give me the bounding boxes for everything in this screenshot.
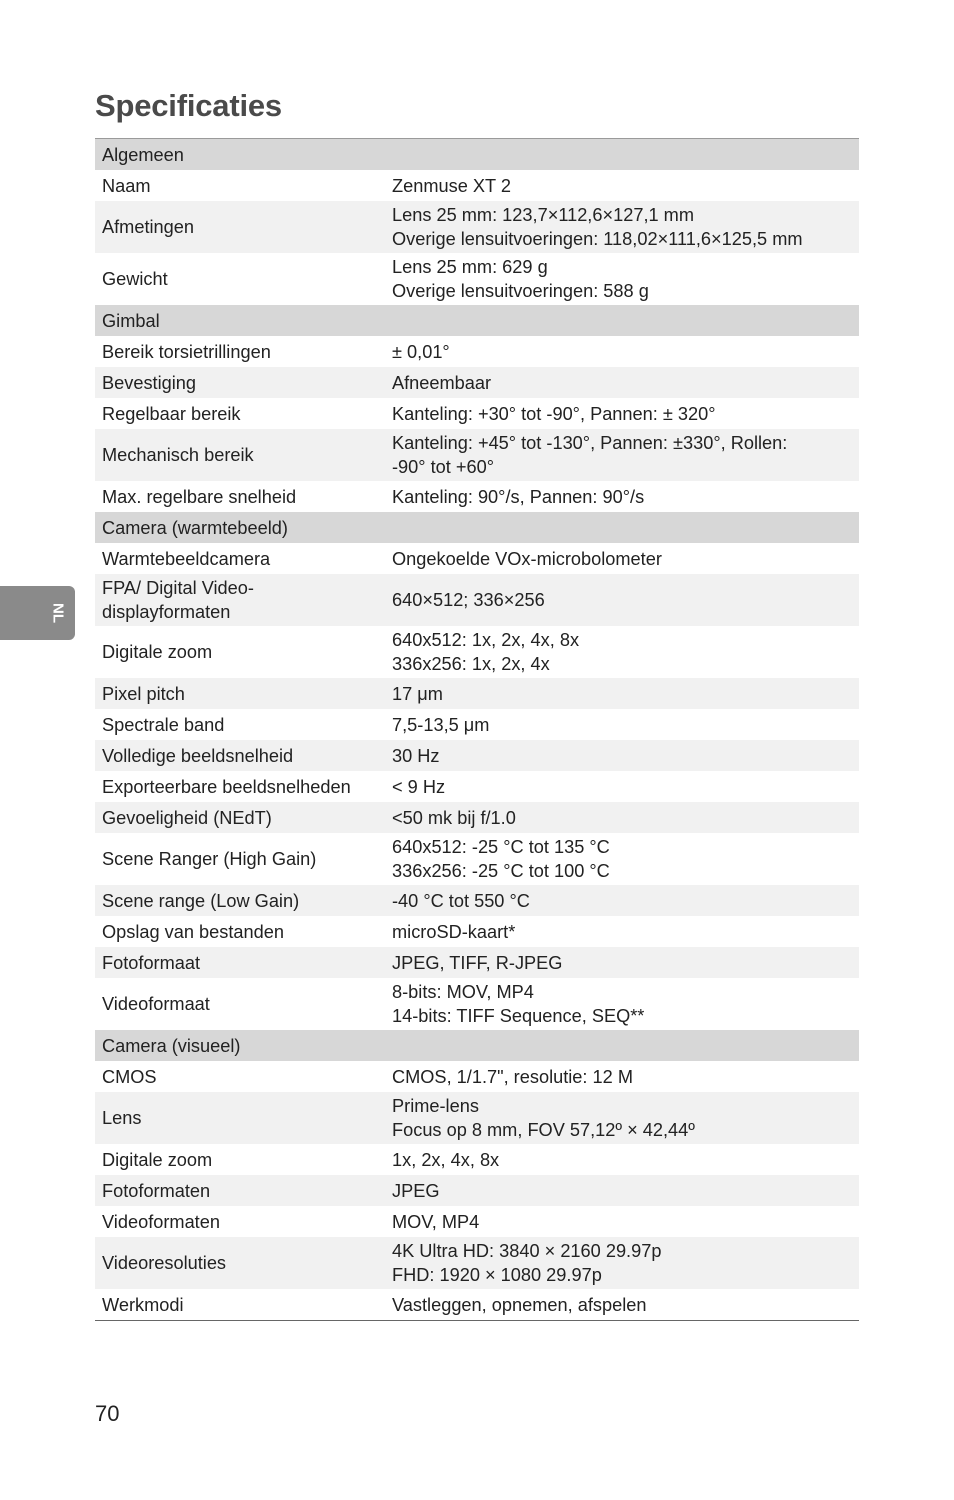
spec-value-line: <50 mk bij f/1.0 — [392, 807, 516, 828]
spec-label-line: Scene range (Low Gain) — [102, 890, 300, 911]
section-header: Gimbal — [102, 310, 160, 331]
spec-row — [95, 885, 859, 916]
spec-label — [95, 951, 392, 975]
spec-label — [95, 174, 392, 198]
spec-value — [392, 1094, 859, 1142]
spec-label — [95, 847, 392, 871]
spec-value — [392, 431, 859, 479]
spec-row — [95, 1144, 859, 1175]
spec-label-line: Spectrale band — [102, 714, 225, 735]
spec-row — [95, 336, 859, 367]
spec-value — [392, 402, 859, 426]
spec-label-line: Naam — [102, 175, 151, 196]
section-header-row — [95, 139, 859, 170]
spec-label — [95, 371, 392, 395]
spec-row — [95, 1175, 859, 1206]
section-header-row — [95, 512, 859, 543]
spec-value-line: Kanteling: +45° tot -130°, Pannen: ±330°, Rollen: — [392, 433, 788, 453]
spec-value — [392, 1179, 859, 1203]
spec-label — [95, 1106, 392, 1130]
spec-row — [95, 1237, 859, 1289]
spec-value-line: Overige lensuitvoeringen: 588 g — [392, 281, 649, 301]
spec-label-line: Gevoeligheid (NEdT) — [102, 807, 272, 828]
section-header-row — [95, 305, 859, 336]
spec-value-line: Ongekoelde VOx-microbolometer — [392, 548, 662, 569]
spec-label-line: Fotoformaten — [102, 1180, 211, 1201]
spec-value-line: 30 Hz — [392, 745, 440, 766]
spec-label — [95, 889, 392, 913]
spec-row — [95, 978, 859, 1030]
spec-row — [95, 916, 859, 947]
spec-value — [392, 1065, 859, 1089]
spec-label-line: Digitale zoom — [102, 642, 213, 662]
spec-value-line: ± 0,01° — [392, 341, 450, 362]
spec-value-line: 640x512: -25 °C tot 135 °C — [392, 837, 610, 857]
page-number: 70 — [95, 1401, 120, 1426]
spec-label-line: Afmetingen — [102, 217, 195, 237]
spec-label — [95, 640, 392, 664]
spec-value — [392, 713, 859, 737]
spec-label-line: Lens — [102, 1108, 142, 1128]
spec-value — [392, 980, 859, 1028]
page-title: Specificaties — [95, 88, 282, 123]
spec-label — [95, 1179, 392, 1203]
spec-value-line: 640×512; 336×256 — [392, 590, 545, 610]
spec-value-line: 336x256: -25 °C tot 100 °C — [392, 861, 610, 881]
spec-value — [392, 371, 859, 395]
spec-value-line: Overige lensuitvoeringen: 118,02×111,6×125,5 mm — [392, 229, 803, 249]
spec-value — [392, 682, 859, 706]
spec-row — [95, 253, 859, 305]
spec-row — [95, 543, 859, 574]
spec-value-line: 1x, 2x, 4x, 8x — [392, 1149, 500, 1170]
spec-label-line: Digitale zoom — [102, 1149, 213, 1170]
spec-value-line: Lens 25 mm: 629 g — [392, 257, 548, 277]
spec-value — [392, 889, 859, 913]
spec-label — [95, 267, 392, 291]
spec-label-line: FPA/ Digital Video- — [102, 578, 254, 598]
spec-row — [95, 398, 859, 429]
spec-label-line: Volledige beeldsnelheid — [102, 745, 294, 766]
spec-value-line: JPEG, TIFF, R-JPEG — [392, 952, 563, 973]
spec-label — [95, 1148, 392, 1172]
spec-label-line: Werkmodi — [102, 1294, 184, 1315]
spec-value-line: 4K Ultra HD: 3840 × 2160 29.97p — [392, 1241, 662, 1261]
spec-value — [392, 835, 859, 883]
spec-value — [392, 628, 859, 676]
spec-row — [95, 1092, 859, 1144]
section-header: Camera (visueel) — [102, 1035, 241, 1056]
spec-label — [95, 775, 392, 799]
spec-value-line: microSD-kaart* — [392, 921, 516, 942]
spec-label-line: Bereik torsietrillingen — [102, 341, 271, 362]
spec-label-line: Videoresoluties — [102, 1253, 227, 1273]
spec-value-line: 8-bits: MOV, MP4 — [392, 982, 534, 1002]
spec-row — [95, 740, 859, 771]
spec-label — [95, 713, 392, 737]
spec-value-line: Focus op 8 mm, FOV 57,12º × 42,44º — [392, 1120, 695, 1140]
spec-label-line: Mechanisch bereik — [102, 445, 254, 465]
spec-value-line: 7,5-13,5 μm — [392, 714, 490, 735]
spec-label — [95, 547, 392, 571]
spec-label — [95, 1293, 392, 1317]
spec-label-line: Videoformaten — [102, 1211, 220, 1232]
spec-value-line: 640x512: 1x, 2x, 4x, 8x — [392, 630, 580, 650]
spec-value-line: Zenmuse XT 2 — [392, 175, 511, 196]
spec-row — [95, 771, 859, 802]
spec-value — [392, 1239, 859, 1287]
spec-row — [95, 574, 859, 626]
spec-label — [95, 485, 392, 509]
spec-label-line: Bevestiging — [102, 372, 197, 393]
spec-label-line: CMOS — [102, 1066, 157, 1087]
spec-value — [392, 1293, 859, 1317]
spec-label-line: Exporteerbare beeldsnelheden — [102, 776, 351, 797]
spec-value — [392, 485, 859, 509]
spec-row — [95, 1206, 859, 1237]
spec-value-line: Lens 25 mm: 123,7×112,6×127,1 mm — [392, 205, 694, 225]
spec-value-line: 14-bits: TIFF Sequence, SEQ** — [392, 1006, 645, 1026]
spec-row — [95, 367, 859, 398]
spec-value-line: FHD: 1920 × 1080 29.97p — [392, 1265, 602, 1285]
spec-label-line: Warmtebeeldcamera — [102, 548, 271, 569]
spec-row — [95, 201, 859, 253]
spec-row — [95, 947, 859, 978]
spec-label-line: Pixel pitch — [102, 683, 185, 704]
spec-value-line: -90° tot +60° — [392, 457, 495, 477]
spec-label-line: Gewicht — [102, 269, 168, 289]
spec-label — [95, 744, 392, 768]
spec-value-line: Kanteling: +30° tot -90°, Pannen: ± 320° — [392, 403, 716, 424]
spec-row — [95, 626, 859, 678]
spec-label — [95, 992, 392, 1016]
spec-label — [95, 443, 392, 467]
spec-row — [95, 833, 859, 885]
spec-row — [95, 678, 859, 709]
spec-value — [392, 775, 859, 799]
spec-label — [95, 215, 392, 239]
spec-value — [392, 1148, 859, 1172]
spec-label — [95, 682, 392, 706]
spec-label — [95, 1210, 392, 1234]
spec-value-line: Afneembaar — [392, 372, 492, 393]
specifications-table — [95, 138, 859, 1321]
spec-value — [392, 588, 859, 612]
spec-value — [392, 174, 859, 198]
spec-label-line: Opslag van bestanden — [102, 921, 285, 942]
spec-label — [95, 1065, 392, 1089]
spec-label-line: Max. regelbare snelheid — [102, 486, 297, 507]
spec-row — [95, 429, 859, 481]
spec-label — [95, 1251, 392, 1275]
spec-value — [392, 920, 859, 944]
spec-label — [95, 576, 392, 624]
spec-label-line: Videoformaat — [102, 994, 210, 1014]
spec-value-line: JPEG — [392, 1180, 440, 1201]
spec-value-line: CMOS, 1/1.7", resolutie: 12 M — [392, 1066, 633, 1087]
spec-row — [95, 802, 859, 833]
spec-value — [392, 203, 859, 251]
spec-value-line: Kanteling: 90°/s, Pannen: 90°/s — [392, 486, 645, 507]
spec-label — [95, 402, 392, 426]
spec-value-line: -40 °C tot 550 °C — [392, 890, 530, 911]
spec-row — [95, 1289, 859, 1320]
spec-value-line: < 9 Hz — [392, 776, 446, 797]
spec-value-line: MOV, MP4 — [392, 1211, 480, 1232]
spec-row — [95, 170, 859, 201]
spec-label-line: Regelbaar bereik — [102, 403, 241, 424]
spec-label-line: Scene Ranger (High Gain) — [102, 849, 317, 869]
spec-value — [392, 1210, 859, 1234]
spec-value — [392, 744, 859, 768]
spec-value — [392, 951, 859, 975]
spec-label-line: displayformaten — [102, 602, 231, 622]
spec-value — [392, 340, 859, 364]
spec-value — [392, 806, 859, 830]
spec-value — [392, 255, 859, 303]
spec-label — [95, 920, 392, 944]
spec-value-line: 17 μm — [392, 683, 443, 704]
spec-label — [95, 806, 392, 830]
spec-label — [95, 340, 392, 364]
spec-value-line: Prime-lens — [392, 1096, 479, 1116]
section-header: Camera (warmtebeeld) — [102, 517, 288, 538]
spec-row — [95, 709, 859, 740]
section-header-row — [95, 1030, 859, 1061]
spec-row — [95, 1061, 859, 1092]
spec-row — [95, 481, 859, 512]
spec-value-line: Vastleggen, opnemen, afspelen — [392, 1294, 647, 1315]
spec-label-line: Fotoformaat — [102, 952, 201, 973]
spec-value — [392, 547, 859, 571]
spec-value-line: 336x256: 1x, 2x, 4x — [392, 654, 550, 674]
language-tab-label: NL — [49, 603, 67, 623]
section-header: Algemeen — [102, 144, 184, 165]
